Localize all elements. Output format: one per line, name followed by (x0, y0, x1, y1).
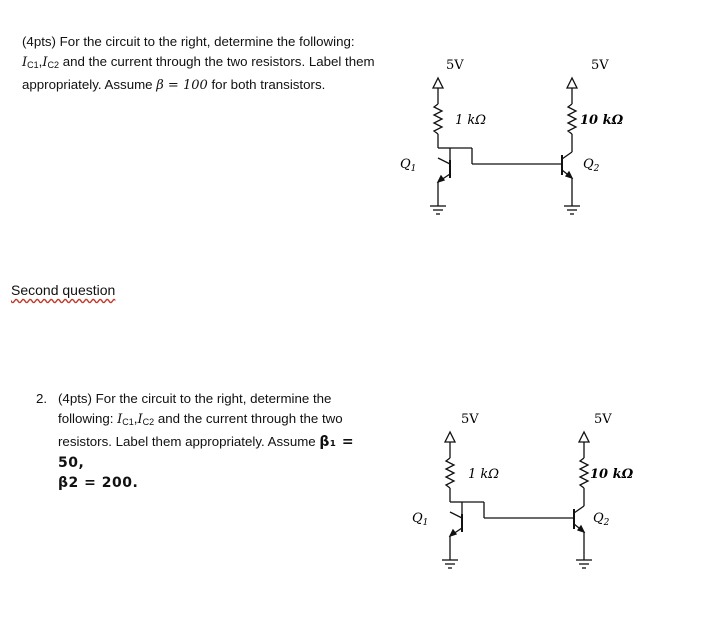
problem-2-middle: and the current through the two resistors. Label them appropriately. Assume (58, 410, 343, 449)
comma-2: , (133, 410, 138, 426)
beta2-handwritten: β2 = 200. (58, 475, 139, 491)
ic1-symbol-2: $I_{C1}$ (117, 411, 134, 427)
circuit-2-resistor-right: 10 kΩ (590, 467, 634, 482)
circuit-1-q1-label: $Q_1$ (400, 157, 417, 174)
circuit-1-supply-left: 5V (446, 58, 464, 73)
circuit-1-supply-right: 5V (591, 58, 609, 73)
circuit-1-wiring (430, 78, 580, 214)
ic1-symbol: $I_{C1}$ (22, 54, 39, 70)
circuit-1-resistor-right: 10 kΩ (580, 113, 624, 128)
circuit-1-q2-label: $Q_2$ (583, 157, 600, 174)
circuit-2 (442, 432, 592, 568)
beta-expression: β = 100 (156, 78, 208, 93)
comma: , (38, 53, 43, 69)
circuit-2-labels (412, 412, 634, 528)
second-question-heading: Second question (11, 282, 116, 298)
circuit-2-supply-left: 5V (461, 412, 479, 427)
circuit-2-wiring (442, 432, 592, 568)
circuit-1 (400, 58, 624, 214)
problem-1-middle: and the current through the two resistors. Label them appropriately. Assume (22, 53, 375, 92)
problem-1-tail: for both transistors. (207, 77, 326, 92)
ic2-symbol-2: $I_{C2}$ (137, 411, 155, 427)
problem-1-lead: (4pts) For the circuit to the right, determine the following: (22, 34, 355, 49)
ic2-symbol: $I_{C2}$ (42, 54, 60, 70)
problem-2-lead: (4pts) For the circuit to the right, determine the following: (58, 391, 332, 426)
circuit-2-q2-label: $Q_2$ (593, 511, 610, 528)
circuit-1-resistor-left: 1 kΩ (455, 113, 487, 128)
circuit-2-resistor-left: 1 kΩ (468, 467, 500, 482)
circuit-2-supply-right: 5V (594, 412, 612, 427)
circuit-2-q1-label: $Q_1$ (412, 511, 429, 528)
beta1-handwritten: β₁ = 50, (58, 434, 355, 471)
problem-2-number: 2. (36, 391, 48, 406)
